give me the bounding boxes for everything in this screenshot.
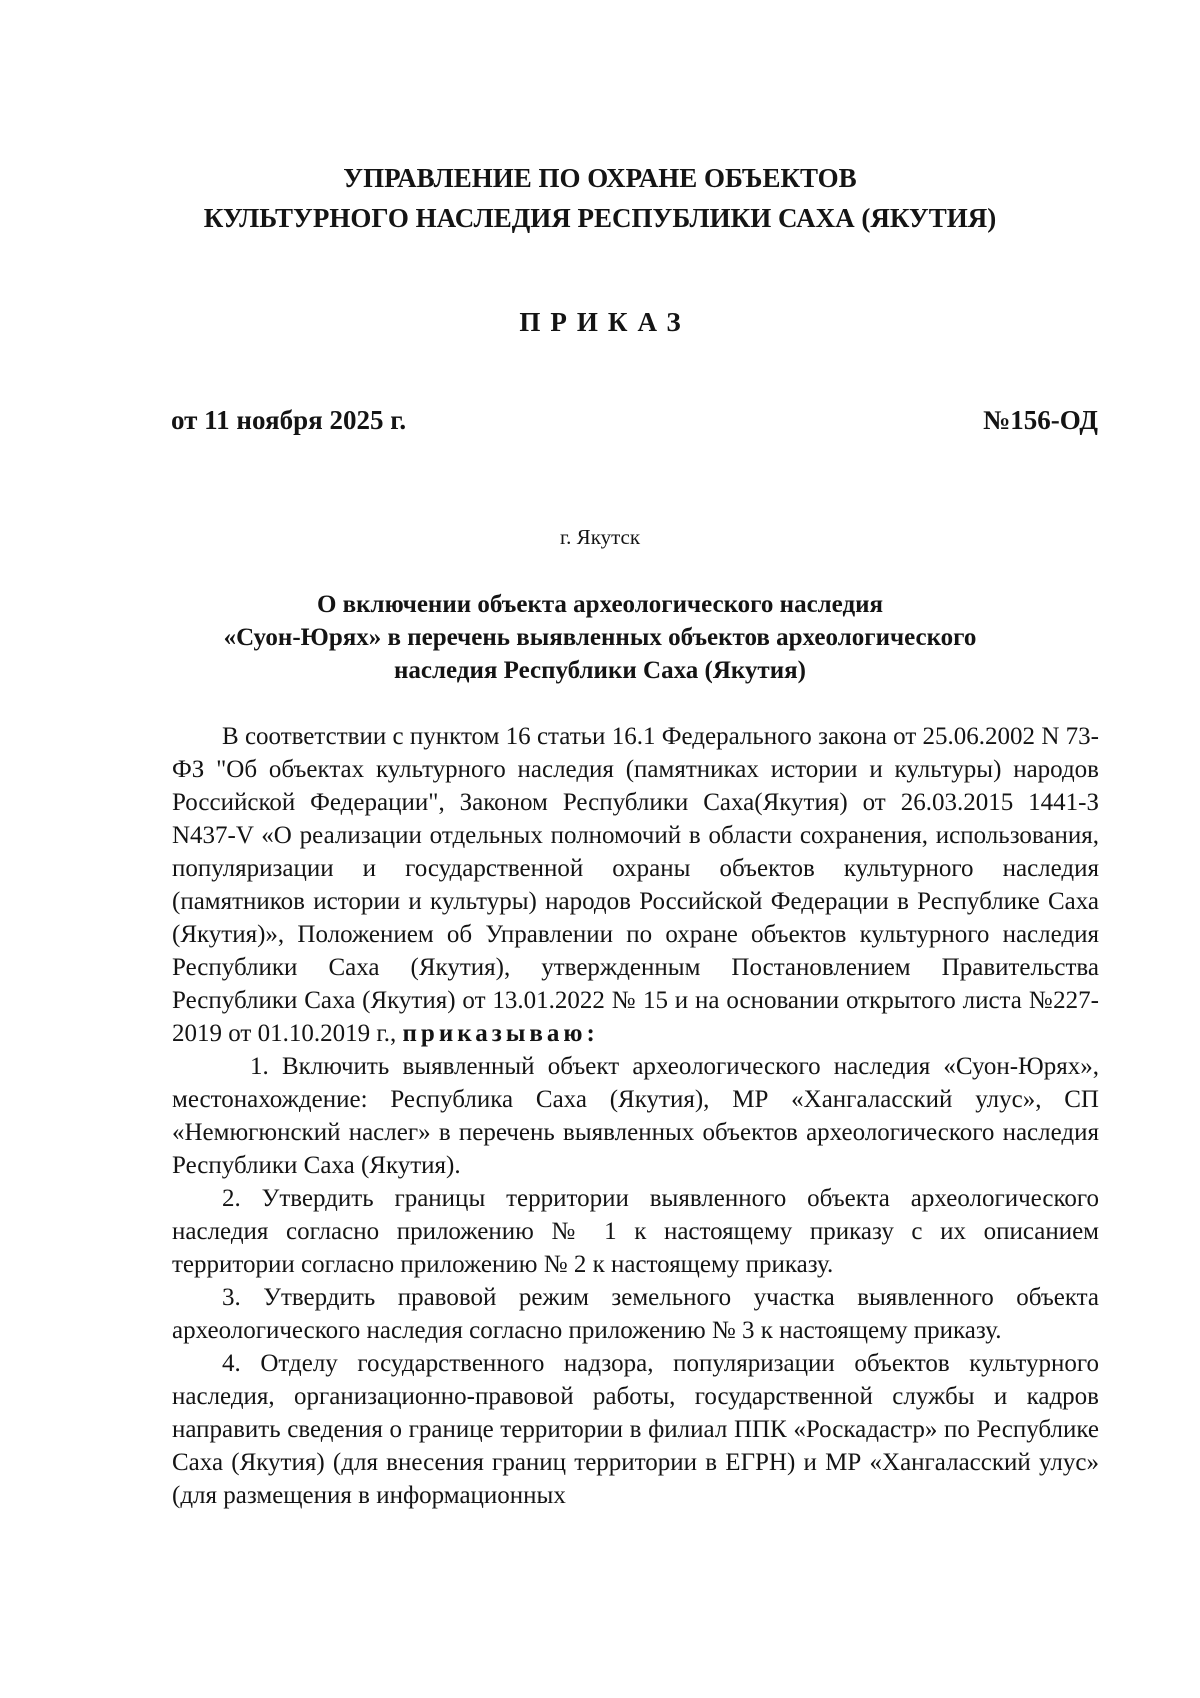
order-subject-line-2: «Суон-Юрях» в перечень выявленных объектов археологического — [223, 624, 977, 651]
preamble-paragraph — [172, 720, 1099, 1050]
order-date: от 11 ноября 2025 г. — [171, 405, 407, 435]
order-item-3: 3. Утвердить правовой режим земельного участка выявленного объекта археологического наследия согласно приложению № 3 к настоящему приказу. — [172, 1284, 1099, 1344]
order-subject-line-3: наследия Республики Саха (Якутия) — [394, 657, 806, 684]
issue-city: г. Якутск — [559, 525, 641, 549]
organization-title-line-1: УПРАВЛЕНИЕ ПО ОХРАНЕ ОБЪЕКТОВ — [343, 163, 857, 193]
order-subject-line-1: О включении объекта археологического наследия — [316, 591, 884, 618]
organization-title-line-2: КУЛЬТУРНОГО НАСЛЕДИЯ РЕСПУБЛИКИ САХА (ЯКУТИЯ) — [203, 203, 997, 233]
order-item-2: 2. Утвердить границы территории выявленного объекта археологического наследия согласно приложению № 1 к настоящему приказу с их описанием территории согласно приложению № 2 к настоящему приказу. — [172, 1185, 1099, 1278]
order-subject — [0, 588, 1200, 687]
order-item-1: 1. Включить выявленный объект археологического наследия «Суон-Юрях», местонахождение: Республика Саха (Якутия), МР «Хангаласский улус», СП «Немюгюнский наслег» в перечень выявленных объектов археологического наследия Республики Саха (Якутия). — [172, 1053, 1099, 1179]
order-body — [172, 720, 1099, 1512]
order-number: №156-ОД — [983, 405, 1098, 435]
organization-title — [0, 158, 1200, 238]
order-verb: приказываю: — [402, 1020, 599, 1047]
preamble-text: В соответствии с пунктом 16 статьи 16.1 Федерального закона от 25.06.2002 N 73-ФЗ "Об объектах культурного наследия (памятниках истории и культуры) народов Российской Федерации", Законом Республики Саха(Якутия) от 26.03.2015 1441-З N437-V «О реализации отдельных полномочий в области сохранения, использования, популяризации и государственной охраны объектов культурного наследия (памятников истории и культуры) народов Российской Федерации в Республике Саха (Якутия)», Положением об Управлении по охране объектов культурного наследия Республики Саха (Якутия), утвержденным Постановлением Правительства Республики Саха (Якутия) от 13.01.2022 № 15 и на основании открытого листа №227-2019 от 01.10.2019 г., — [172, 723, 1099, 1047]
document-type-title: ПРИКАЗ — [519, 307, 691, 337]
order-item-4: 4. Отделу государственного надзора, популяризации объектов культурного наследия, организационно-правовой работы, государственной службы и кадров направить сведения о границе территории в филиал ППК «Роскадастр» по Республике Саха (Якутия) (для внесения границ территории в ЕГРН) и МР «Хангаласский улус» (для размещения в информационных — [172, 1350, 1099, 1509]
